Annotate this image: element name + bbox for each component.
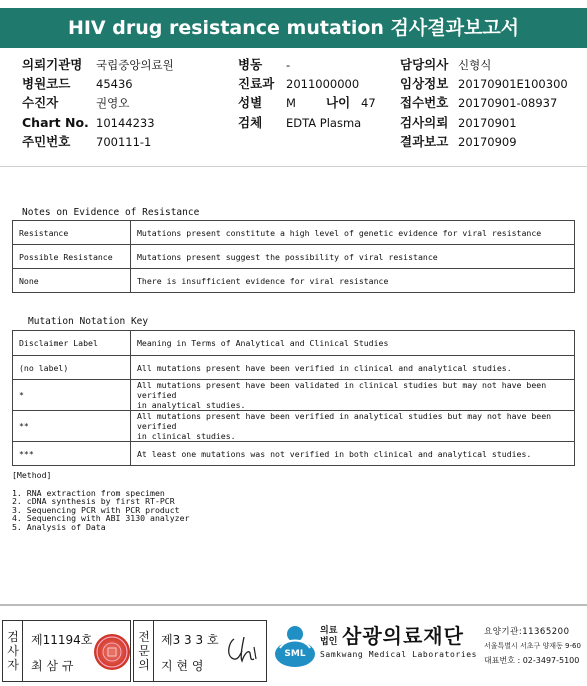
- specialist-box: [133, 620, 267, 682]
- key-desc: [131, 442, 575, 466]
- notes-desc: Mutations present suggest the possibility of viral resistance: [131, 245, 575, 269]
- notes-desc: Mutations present constitute a high level of genetic evidence for viral resistance: [131, 221, 575, 245]
- institution-code: 요양기관:11365200: [484, 627, 570, 637]
- table-row: [13, 380, 575, 411]
- label-department: 진료과: [238, 76, 275, 91]
- key-desc-line: in analytical studies.: [137, 400, 246, 410]
- method-steps: [12, 489, 189, 531]
- method-title: [Method]: [12, 470, 52, 480]
- phone: 대표번호 : 02-3497-5100: [484, 656, 580, 665]
- table-row: [13, 269, 575, 293]
- foundation-name: 삼광의료재단: [342, 624, 464, 648]
- label-institution: 의뢰기관명: [22, 57, 83, 72]
- footer-divider: [0, 604, 587, 606]
- examiner-box: [2, 620, 131, 682]
- key-term: ***: [13, 442, 131, 466]
- label-age: 나이: [326, 95, 351, 110]
- foundation-english: Samkwang Medical Laboratories: [320, 650, 478, 659]
- key-desc-line: All mutations present have been verified in analytical studies but may not have been verified: [137, 411, 552, 431]
- specialist-vlabel: 전 문 의: [138, 630, 150, 672]
- label-request-date: 검사의뢰: [400, 115, 449, 130]
- label-resident-no: 주민번호: [22, 134, 71, 149]
- label-clinical-info: 임상정보: [400, 76, 449, 91]
- key-desc: [131, 380, 575, 411]
- key-desc: [131, 411, 575, 442]
- key-term: *: [13, 380, 131, 411]
- report-title: HIV drug resistance mutation 검사결과보고서: [0, 8, 587, 48]
- label-report-date: 결과보고: [400, 134, 449, 149]
- logo-mark-text: SML: [284, 649, 306, 659]
- specialist-name: 지 현 영: [161, 659, 204, 673]
- key-title: Mutation Notation Key: [28, 316, 149, 327]
- notes-term: None: [13, 269, 131, 293]
- divider: [0, 166, 587, 167]
- notes-term: Possible Resistance: [13, 245, 131, 269]
- footer: [0, 612, 587, 686]
- table-row: [13, 356, 575, 380]
- value-chart-no: 10144233: [96, 116, 155, 130]
- seal-stamp: [94, 634, 130, 670]
- key-desc-line: All mutations present have been validated in clinical studies but may not have been verified: [137, 380, 547, 400]
- value-hospital-code: 45436: [96, 77, 133, 91]
- label-sex: 성별: [238, 95, 263, 110]
- notes-term: Resistance: [13, 221, 131, 245]
- table-row: [13, 331, 575, 356]
- value-sex: M: [286, 96, 296, 110]
- key-header-term: Disclaimer Label: [13, 331, 131, 356]
- method-step: 5. Analysis of Data: [12, 521, 106, 532]
- key-desc-line: At least one mutations was not verified in both clinical and analytical studies.: [137, 448, 532, 459]
- value-doctor: 신형식: [458, 58, 492, 72]
- label-hospital-code: 병원코드: [22, 76, 71, 91]
- address: 서울특별시 서초구 양재동 9-60: [484, 642, 581, 650]
- examiner-name: 최 삼 규: [31, 659, 74, 673]
- table-row: [13, 221, 575, 245]
- key-desc: [131, 356, 575, 380]
- label-doctor: 담당의사: [400, 57, 449, 72]
- label-patient: 수진자: [22, 95, 59, 110]
- value-clinical-info: 20170901E100300: [458, 77, 568, 91]
- label-chart-no: Chart No.: [22, 115, 89, 130]
- patient-info: [0, 56, 587, 156]
- key-desc-line: All mutations present have been verified in clinical and analytical studies.: [137, 362, 512, 373]
- value-department: 2011000000: [286, 77, 360, 91]
- value-institution: 국립중앙의료원: [96, 58, 174, 72]
- method-step: 1. RNA extraction from specimen: [12, 488, 165, 498]
- sml-logo-icon: [274, 624, 316, 668]
- examiner-number: 제11194호: [31, 633, 93, 647]
- notes-table: [12, 220, 575, 293]
- examiner-vlabel: 검 사 자: [7, 630, 19, 672]
- corp-label: 의료 법인: [320, 626, 338, 647]
- value-resident-no: 700111-1: [96, 135, 152, 149]
- value-age: 47: [361, 96, 376, 110]
- key-header-desc: Meaning in Terms of Analytical and Clinical Studies: [131, 331, 575, 356]
- specialist-number: 제3 3 3 호: [161, 633, 219, 647]
- key-table: [12, 330, 575, 466]
- method-step: 3. Sequencing PCR with PCR product: [12, 504, 180, 515]
- value-receipt-no: 20170901-08937: [458, 96, 558, 110]
- signature-icon: [224, 633, 262, 667]
- value-request-date: 20170901: [458, 116, 517, 130]
- value-specimen: EDTA Plasma: [286, 116, 362, 130]
- table-row: [13, 411, 575, 442]
- key-term: **: [13, 411, 131, 442]
- table-row: [13, 245, 575, 269]
- value-patient: 권영오: [96, 96, 130, 110]
- method-step: 4. Sequencing with ABI 3130 analyzer: [12, 513, 190, 524]
- value-report-date: 20170909: [458, 135, 517, 149]
- table-row: [13, 442, 575, 466]
- label-specimen: 검체: [238, 115, 263, 130]
- value-ward: -: [286, 58, 291, 72]
- key-desc-line: in clinical studies.: [137, 431, 236, 441]
- label-ward: 병동: [238, 57, 263, 72]
- key-term: (no label): [13, 356, 131, 380]
- notes-desc: There is insufficient evidence for viral resistance: [131, 269, 575, 293]
- method-step: 2. cDNA synthesis by first RT-PCR: [12, 496, 175, 507]
- notes-title: Notes on Evidence of Resistance: [22, 207, 200, 218]
- label-receipt-no: 접수번호: [400, 95, 449, 110]
